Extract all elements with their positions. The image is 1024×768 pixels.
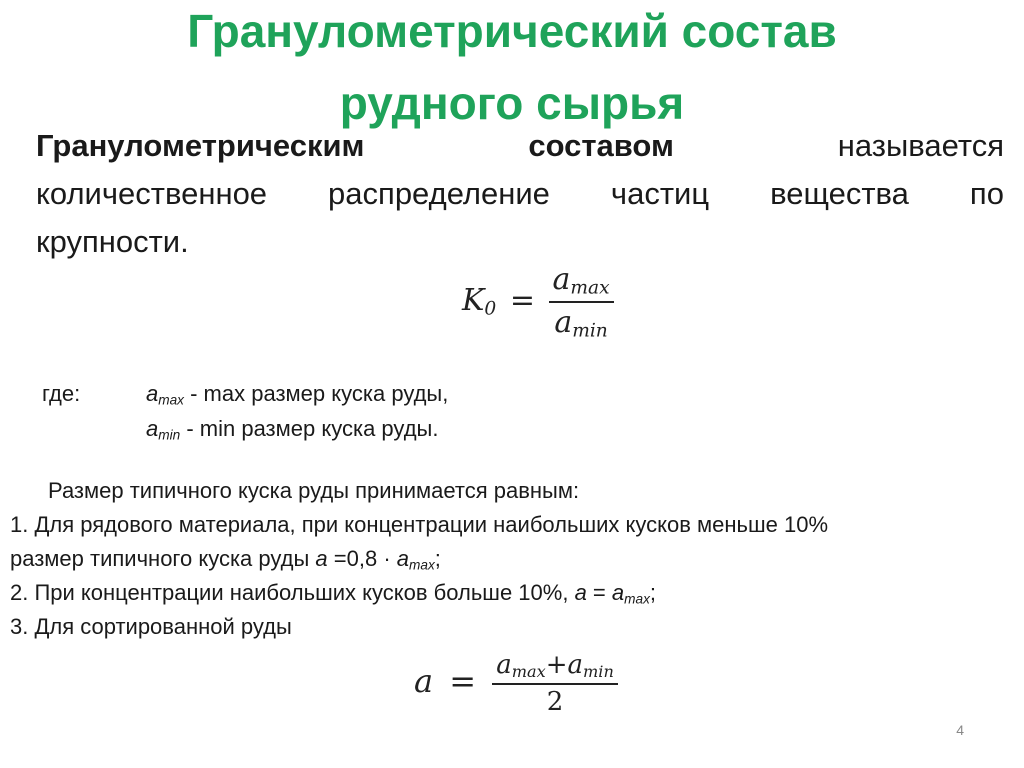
page-number: 4 <box>956 722 964 738</box>
slide-title-line-2: рудного сырья <box>339 77 685 129</box>
definition-word: количественное <box>36 176 268 211</box>
definition-term-2: составом <box>528 128 674 163</box>
where-line-min: $a_{min}$ - min размер куска руды. <box>146 416 439 443</box>
typical-item-3: 3. Для сортированной руды <box>10 614 292 639</box>
definition-term-1: Гранулометрическим <box>36 128 365 163</box>
formula-a-lhs: a <box>414 662 434 700</box>
formula-a-equals: = <box>449 662 477 700</box>
where-label: где: <box>42 381 81 406</box>
typical-intro: Размер типичного куска руды принимается равным: <box>48 478 580 503</box>
where-line-max: $a_{max}$ - max размер куска руды, <box>146 381 449 408</box>
formula-k0-equals: = <box>509 282 535 318</box>
formula-a-numerator: $a_{max}+a_{min}$ <box>492 650 618 685</box>
definition-line-3: крупности. <box>36 224 189 259</box>
formula-k0-numerator: $a_{max}$ <box>549 262 614 303</box>
formula-k0-lhs: $K_0$ <box>462 282 497 320</box>
formula-k0-denominator: $a_{min}$ <box>554 304 608 342</box>
definition-paragraph <box>36 122 1004 266</box>
definition-word: по <box>969 176 1004 211</box>
typical-item-1a: 1. Для рядового материала, при концентрации наибольших кусков меньше 10% <box>10 512 829 537</box>
definition-line-1 <box>36 122 1004 170</box>
formula-a-fraction <box>492 650 618 717</box>
definition-line-2 <box>36 170 1004 218</box>
definition-word-3: называется <box>837 128 1004 163</box>
typical-item-1b: размер типичного куска руды $a =0,8 \cdot a_{max}$; <box>10 546 441 573</box>
formula-k0-fraction <box>549 262 614 341</box>
slide-title-line-1: Гранулометрический состав <box>187 5 837 57</box>
definition-word: вещества <box>770 176 909 211</box>
formula-k0 <box>462 262 614 341</box>
typical-item-2: 2. При концентрации наибольших кусков больше 10%, $a = a_{max}$; <box>10 580 657 607</box>
definition-word: распределение <box>328 176 550 211</box>
definition-word: частиц <box>610 176 710 211</box>
formula-a <box>414 650 618 717</box>
formula-a-denominator: 2 <box>546 687 564 718</box>
